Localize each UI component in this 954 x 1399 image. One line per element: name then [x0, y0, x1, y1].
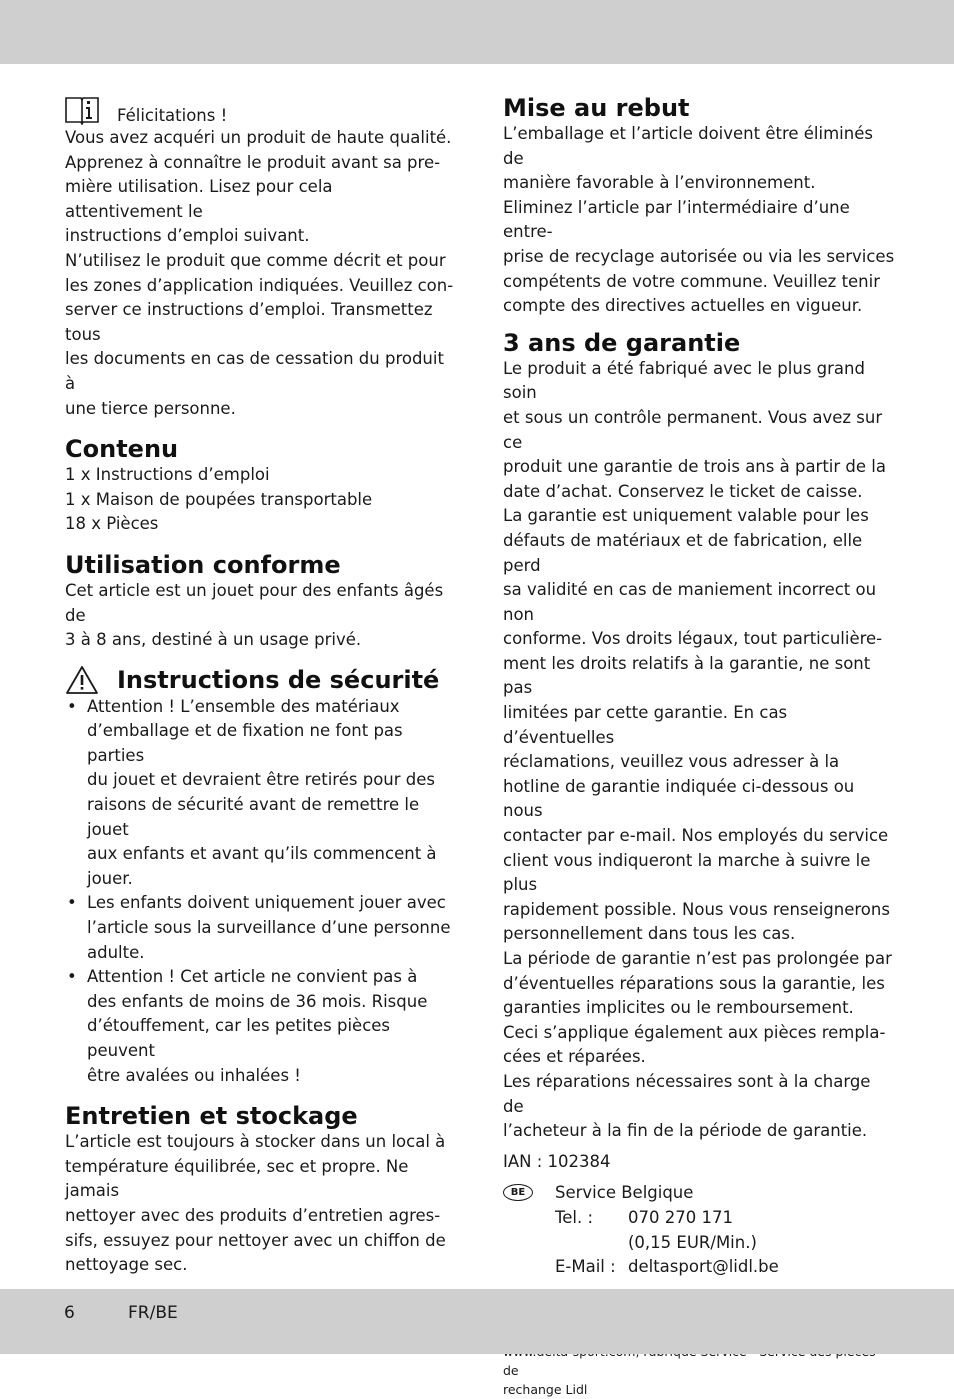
tel-label: Tel. : [555, 1207, 594, 1227]
rebut-text [503, 122, 895, 319]
securite-header [65, 665, 455, 695]
left-column [65, 94, 455, 1278]
garantie-line: La période de garantie n’est pas prolongée par [503, 949, 892, 968]
contenu-item: 18 x Pièces [65, 514, 159, 534]
bullet-line: être avalées ou inhalées ! [87, 1065, 301, 1085]
utilisation-heading: Utilisation conforme [65, 550, 341, 579]
bullet-line: • Attention ! L’ensemble des matériaux [87, 696, 400, 716]
intro-line: les documents en cas de cessation du produit à [65, 349, 444, 393]
entretien-text [65, 1130, 455, 1278]
bullet-line: aux enfants et avant qu’ils commencent à [87, 844, 437, 864]
rebut-line: compétents de votre commune. Veuillez tenir [503, 271, 881, 291]
contenu-list [65, 463, 455, 537]
header-band [0, 0, 954, 64]
rebut-line: prise de recyclage autorisée ou via les services [503, 246, 895, 266]
garantie-line: rapidement possible. Nous vous renseignerons [503, 899, 890, 919]
utilisation-line: 3 à 8 ans, destiné à un usage privé. [65, 630, 362, 650]
garantie-heading: 3 ans de garantie [503, 328, 741, 357]
right-column [503, 94, 895, 1399]
bullet-line: d’étouffement, car les petites pièces peuvent [87, 1016, 391, 1060]
intro-line: instructions d’emploi suivant. [65, 226, 310, 246]
mail-label: E-Mail : [555, 1257, 616, 1277]
garantie-line: défauts de matériaux et de fabrication, elle perd [503, 530, 863, 575]
garantie-line: Le produit a été fabriqué avec le plus grand soin [503, 358, 865, 403]
rebut-heading: Mise au rebut [503, 94, 690, 122]
contenu-item: 1 x Maison de poupées transportable [65, 489, 373, 509]
securite-list [65, 695, 455, 1089]
garantie-line: sa validité en cas de maniement incorrect ou non [503, 580, 877, 624]
bullet-line: d’emballage et de fixation ne font pas parties [87, 721, 403, 765]
garantie-line: Ceci s’applique également aux pièces rempla- [503, 1022, 886, 1042]
intro-line: une tierce personne. [65, 398, 236, 418]
service-name: Service Belgique [555, 1183, 694, 1203]
intro-line: server ce instructions d’emploi. Transmettez tous [65, 300, 433, 344]
garantie-line: produit une garantie de trois ans à partir de la [503, 457, 886, 477]
securite-heading: Instructions de sécurité [117, 665, 440, 694]
garantie-line: garanties implicites ou le remboursement. [503, 998, 854, 1018]
ian-number: IAN : 102384 [503, 1151, 611, 1171]
language-code: FR/BE [128, 1303, 178, 1323]
intro-text [65, 126, 455, 421]
garantie-line: l’acheteur à la fin de la période de garantie. [503, 1121, 868, 1141]
garantie-line: hotline de garantie indiquée ci-dessous ou nous [503, 776, 855, 821]
spare-line: rechange Lidl [503, 1381, 588, 1397]
bullet-line: • Les enfants doivent uniquement jouer avec [87, 893, 446, 913]
rebut-line: Eliminez l’article par l’intermédiaire d’une entre- [503, 197, 850, 242]
rebut-line: L’emballage et l’article doivent être éliminés de [503, 124, 873, 168]
tel-value: 070 270 171 [628, 1207, 733, 1227]
list-item [65, 695, 455, 892]
spare-line: de [503, 1362, 519, 1378]
utilisation-text [65, 579, 455, 653]
garantie-text [503, 357, 895, 1144]
intro-greeting: Félicitations ! [117, 105, 228, 125]
garantie-line: cées et réparées. [503, 1047, 646, 1067]
bullet-line: raisons de sécurité avant de remettre le jouet [87, 795, 420, 839]
info-book-icon [65, 95, 99, 125]
utilisation-line: Cet article est un jouet pour des enfants âgés de [65, 580, 444, 625]
entretien-line: température équilibrée, sec et propre. Ne jamais [65, 1156, 409, 1201]
garantie-line: et sous un contrôle permanent. Vous avez sur ce [503, 407, 883, 452]
rebut-line: compte des directives actuelles en vigueur. [503, 296, 863, 316]
rebut-line: manière favorable à l’environnement. [503, 173, 816, 193]
service-block [503, 1181, 895, 1279]
entretien-heading: Entretien et stockage [65, 1102, 358, 1131]
list-item [65, 891, 455, 965]
bullet-line: l’article sous la surveillance d’une personne [87, 918, 451, 938]
garantie-line: La garantie est uniquement valable pour les [503, 506, 869, 526]
garantie-line: d’éventuelles réparations sous la garantie, les [503, 973, 885, 993]
garantie-line: contacter par e-mail. Nos employés du service [503, 826, 889, 846]
bullet-line: du jouet et devraient être retirés pour des [87, 770, 435, 790]
bullet-line: jouer. [87, 868, 133, 888]
intro-line: Apprenez à connaître le produit avant sa pre- [65, 152, 441, 172]
garantie-line: Les réparations nécessaires sont à la charge de [503, 1071, 871, 1116]
contenu-heading: Contenu [65, 435, 179, 464]
intro-line: Vous avez acquéri un produit de haute qualité. [65, 128, 452, 147]
intro-line: N’utilisez le produit que comme décrit et pour [65, 250, 446, 270]
bullet-line: adulte. [87, 942, 145, 962]
garantie-line: limitées par cette garantie. En cas d’éventuelles [503, 703, 788, 747]
entretien-line: L’article est toujours à stocker dans un local à [65, 1132, 446, 1152]
garantie-line: ment les droits relatifs à la garantie, ne sont pas [503, 653, 871, 698]
intro-header [65, 94, 455, 126]
entretien-line: sifs, essuyez pour nettoyer avec un chiffon de [65, 1230, 446, 1250]
garantie-line: conforme. Vos droits légaux, tout particulière- [503, 629, 883, 649]
mail-value: deltasport@lidl.be [628, 1257, 779, 1277]
entretien-line: nettoyage sec. [65, 1255, 188, 1275]
be-country-badge-icon: BE [503, 1184, 533, 1201]
garantie-line: client vous indiqueront la marche à suivre le plus [503, 850, 871, 895]
garantie-line: personnellement dans tous les cas. [503, 924, 796, 944]
list-item [65, 965, 455, 1088]
page-number: 6 [64, 1303, 75, 1323]
tel-rate: (0,15 EUR/Min.) [628, 1232, 757, 1252]
garantie-line: date d’achat. Conservez le ticket de caisse. [503, 481, 863, 501]
intro-line: mière utilisation. Lisez pour cela attentivement le [65, 177, 333, 221]
warning-triangle-icon [65, 665, 99, 695]
intro-line: les zones d’application indiquées. Veuillez con- [65, 275, 454, 295]
contenu-item: 1 x Instructions d’emploi [65, 465, 270, 485]
entretien-line: nettoyer avec des produits d’entretien agres- [65, 1205, 441, 1225]
bullet-line: • Attention ! Cet article ne convient pas à [87, 967, 418, 987]
bullet-line: des enfants de moins de 36 mois. Risque [87, 991, 428, 1011]
garantie-line: réclamations, veuillez vous adresser à la [503, 752, 840, 772]
